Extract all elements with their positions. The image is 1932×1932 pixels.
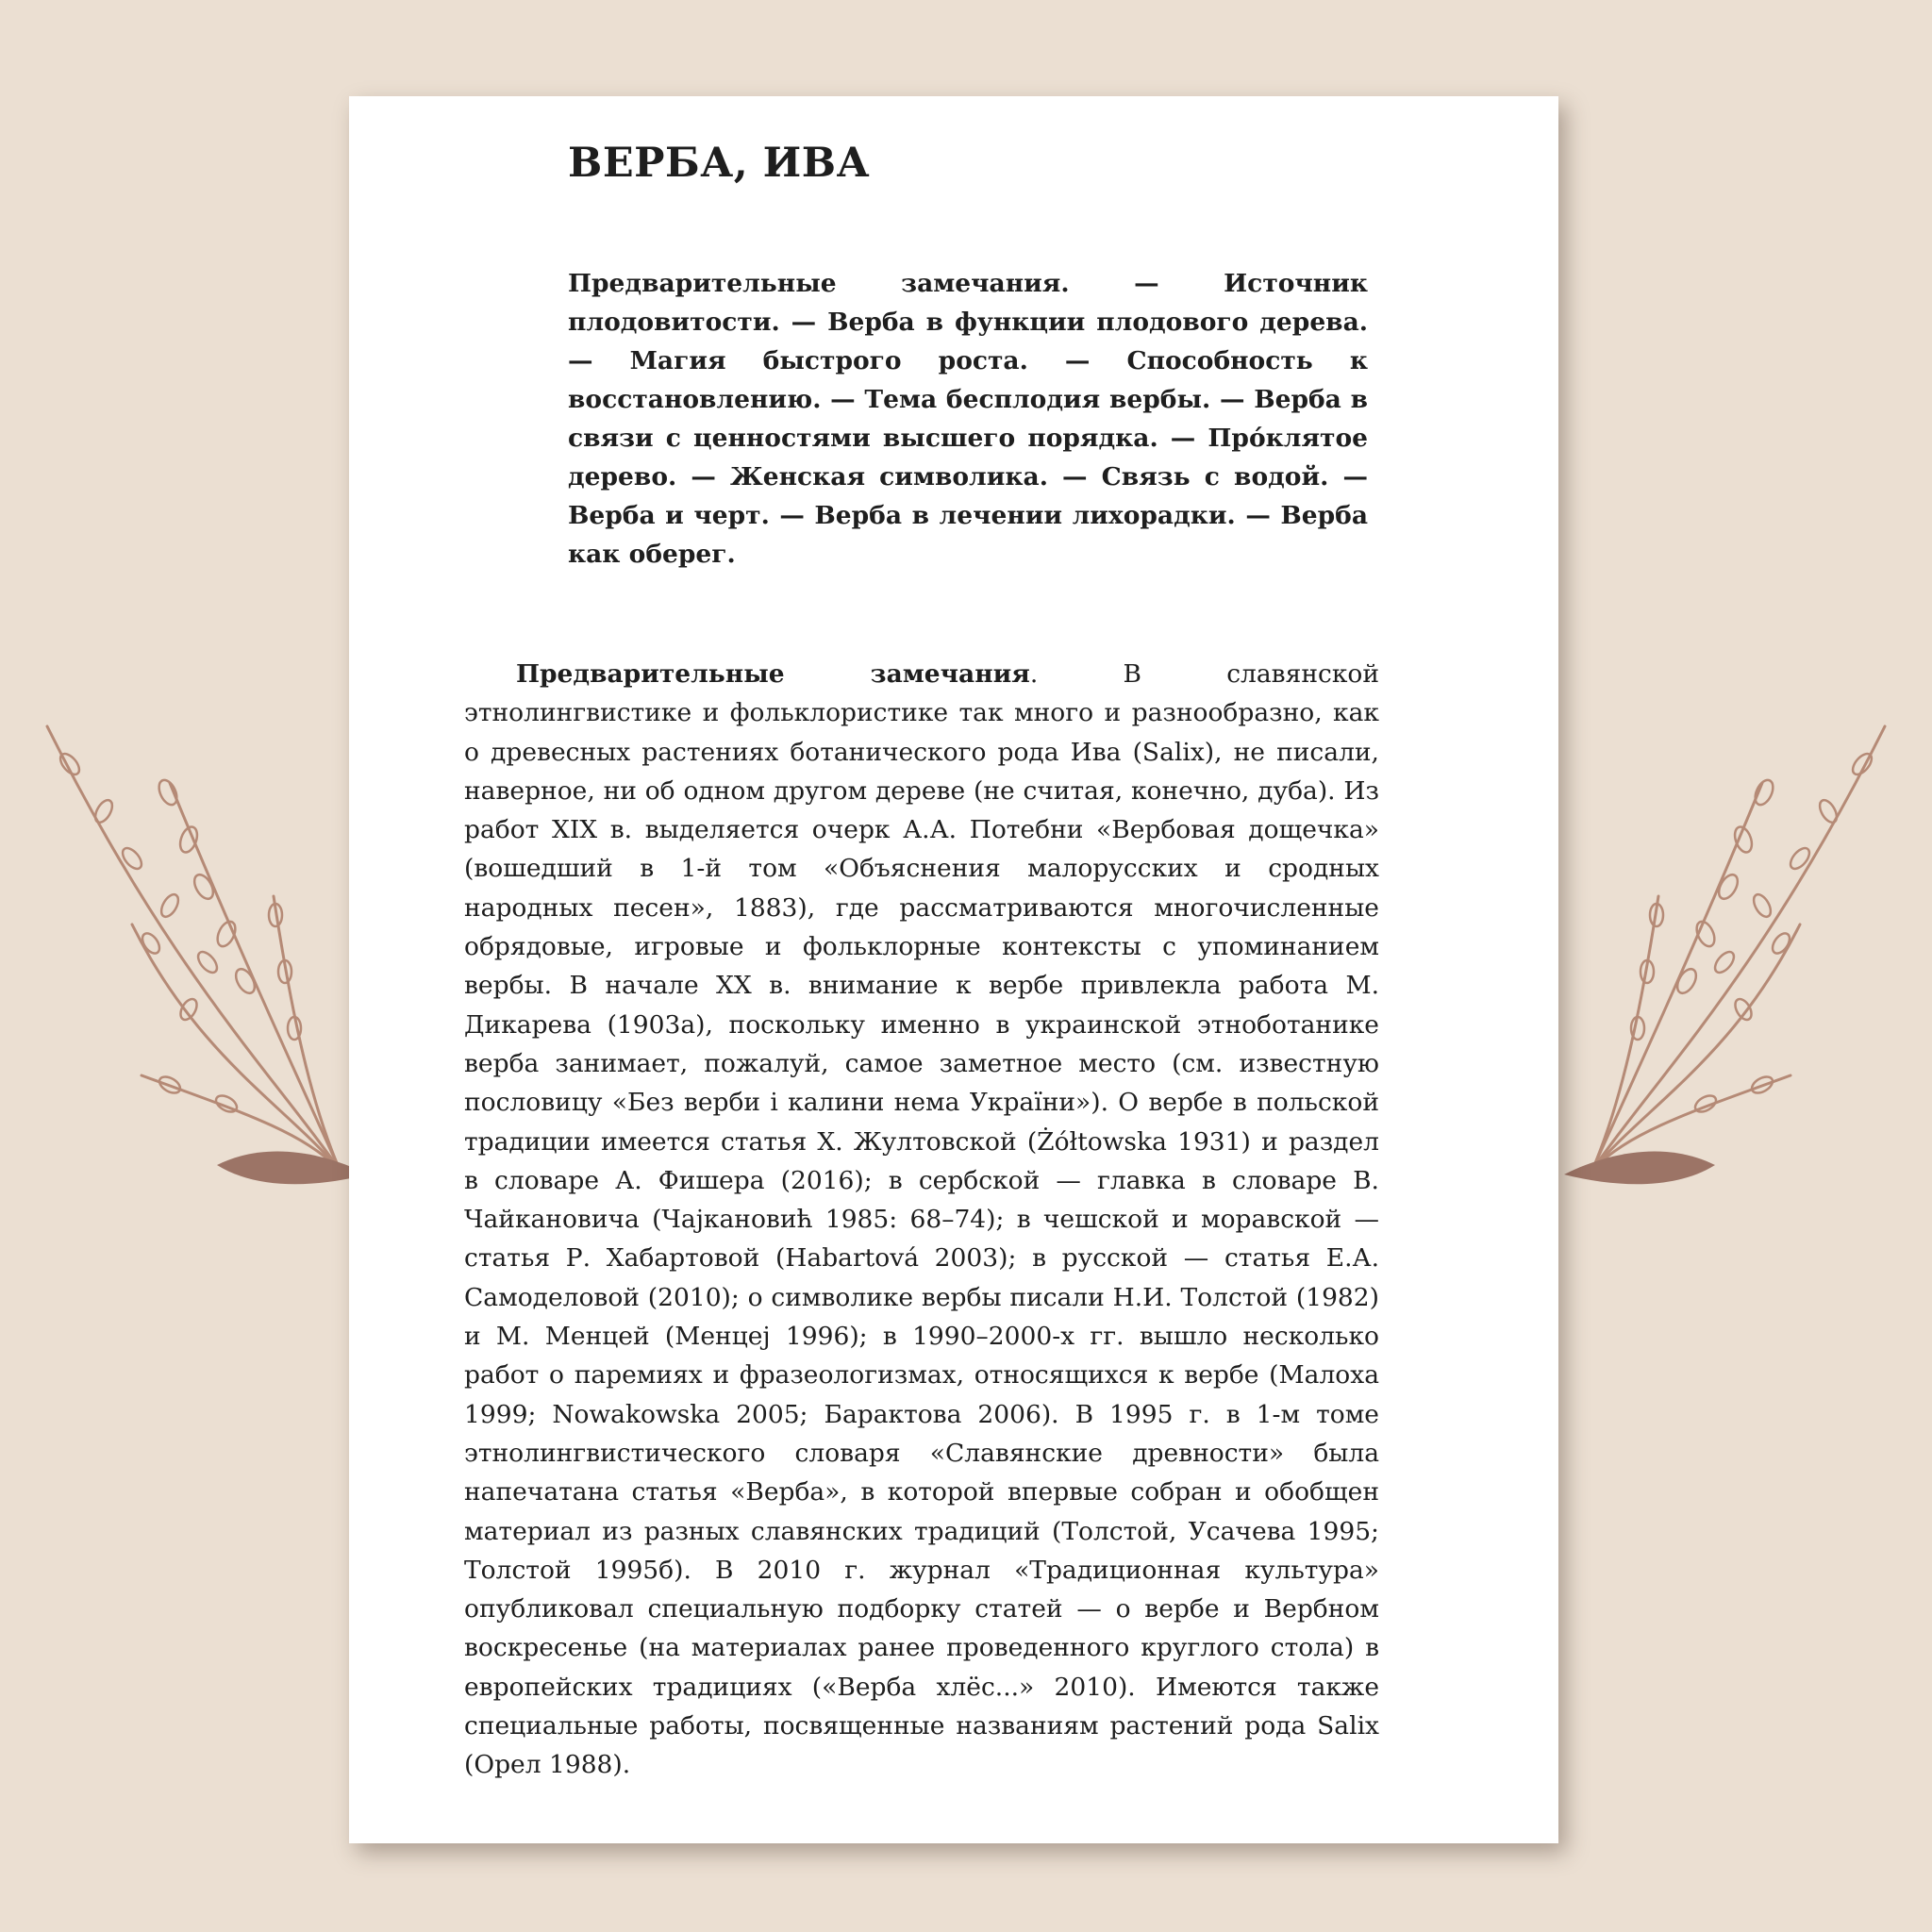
chapter-title: ВЕРБА, ИВА bbox=[568, 140, 871, 187]
intro-heading: Предварительные замечания bbox=[516, 659, 1030, 689]
chapter-summary: Предварительные замечания. — Источник плодовитости. — Верба в функции плодового дерева. — Магия быстрого роста. — Способность к восстановлению. — Тема бесплодия вербы. — Верба в связи с ценностями высшего порядка. — Прóклятое дерево. — Женская символика. — Связь с водой. — Верба и черт. — Верба в лечении лихорадки. — Верба как оберег. bbox=[568, 269, 1368, 569]
book-page bbox=[349, 96, 1558, 1843]
intro-body: . В славянской этнолингвистике и фольклористике так много и разнообразно, как о древесных растениях ботанического рода Ива (Salix), не писали, наверное, ни об одном другом дереве (не считая, конечно, дуба). Из работ XIX в. выделяется очерк А.А. Потебни «Вербовая дощечка» (вошедший в 1-й том «Объяснения малорусских и сродных народных песен», 1883), где рассматриваются многочисленные обрядовые, игровые и фольклорные контексты с упоминанием вербы. В начале XX в. внимание к вербе привлекла работа М. Дикарева (1903а), поскольку именно в украинской этноботанике верба занимает, пожалуй, самое заметное место (см. известную пословицу «Без верби і калини нема України»). О вербе в польской традиции имеется статья Х. Жултовской (Żółtowska 1931) и раздел в словаре А. Фишера (2016); в сербской — главка в словаре В. Чайкановича (Чајкановић 1985: 68–74); в чешской и моравской — статья Р. Хабартовой (Habartová 2003); в русской — статья Е.А. Самоделовой (2010); о символике вербы писали Н.И. Толстой (1982) и М. Менцей (Менцеj 1996); в 1990–2000-х гг. вышло несколько работ о паремиях и фразеологизмах, относящихся к вербе (Малоха 1999; Nowakowska 2005; Барактова 2006). В 1995 г. в 1-м томе этнолингвистического словаря «Славянские древности» была напечатана статья «Верба», в которой впервые собран и обобщен материал из разных славянских традиций (Толстой, Усачева 1995; Толстой 1995б). В 2010 г. журнал «Традиционная культура» опубликовал специальную подборку статей — о вербе и Вербном воскресенье (на материалах ранее проведенного круглого стола) в европейских традициях («Верба хлёс...» 2010). Имеются также специальные работы, посвященные названиям растений рода Salix (Орел 1988). bbox=[464, 659, 1380, 1780]
intro-paragraph bbox=[464, 655, 1379, 1785]
